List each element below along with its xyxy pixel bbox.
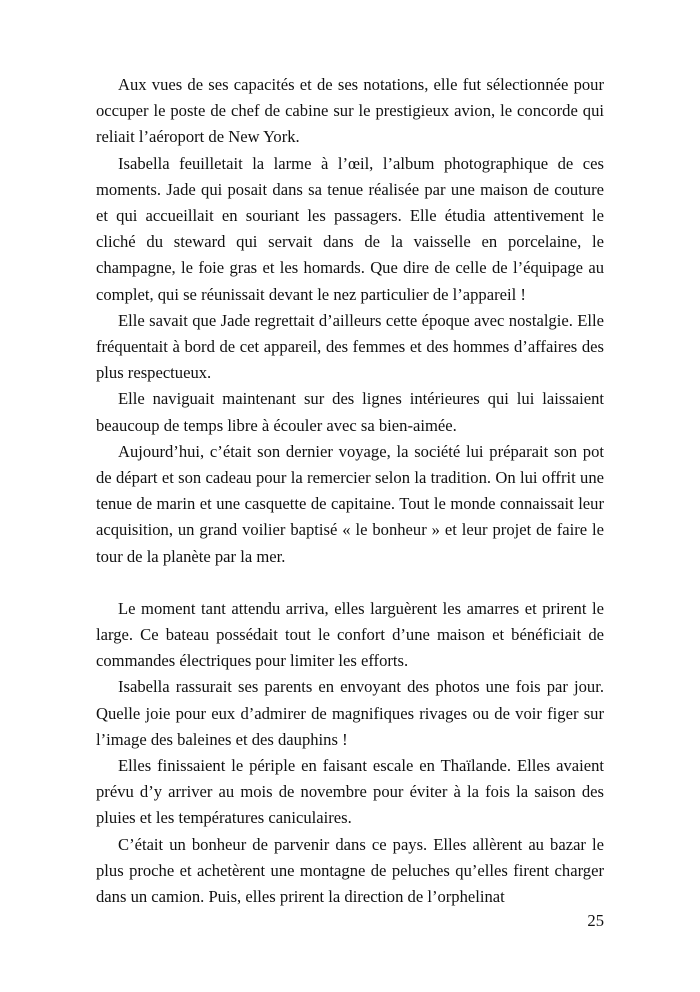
paragraph-5: Aujourd’hui, c’était son dernier voyage, la société lui préparait son pot de départ et son cadeau pour la remercier selon la tradition. On lui offrit une tenue de marin et une casquette de capitaine. Tout le monde connaissait leur acquisition, un grand voilier baptisé « le bonheur » et leur projet de faire le tour de la planète par la mer. xyxy=(96,441,604,566)
paragraph-6: Le moment tant attendu arriva, elles larguèrent les amarres et prirent le large. Ce bateau possédait tout le confort d’une maison et bénéficiait de commandes électriques pour limiter les efforts. xyxy=(96,598,604,671)
paragraph-2: Isabella feuilletait la larme à l’œil, l’album photographique de ces moments. Jade qui posait dans sa tenue réalisée par une maison de couture et qui accueillait en souriant les passagers. Elle étudia attentivement le cliché du steward qui servait dans de la vaisselle en porcelaine, le champagne, le foie gras et les homards. Que dire de celle de l’équipage au complet, qui se réunissait devant le nez particulier de l’appareil ! xyxy=(96,153,604,304)
paragraph-8: Elles finissaient le périple en faisant escale en Thaïlande. Elles avaient prévu d’y arriver au mois de novembre pour éviter à la fois la saison des pluies et les températures caniculaires. xyxy=(96,756,604,828)
paragraph-7: Isabella rassurait ses parents en envoyant des photos une fois par jour. Quelle joie pour eux d’admirer de magnifiques rivages ou de voir figer sur l’image des baleines et des dauphins ! xyxy=(96,677,604,749)
page-body xyxy=(96,72,604,910)
paragraph-3: Elle savait que Jade regrettait d’ailleurs cette époque avec nostalgie. Elle fréquentait à bord de cet appareil, des femmes et des hommes d’affaires des plus respectueux. xyxy=(96,310,604,383)
paragraph-1: Aux vues de ses capacités et de ses notations, elle fut sélectionnée pour occuper le poste de chef de cabine sur le prestigieux avion, le concorde qui reliait l’aéroport de New York. xyxy=(96,75,604,147)
paragraph-9: C’était un bonheur de parvenir dans ce pays. Elles allèrent au bazar le plus proche et achetèrent une montagne de peluches qu’elles firent charger dans un camion. Puis, elles prirent la direction de l’orphelinat xyxy=(96,834,604,907)
paragraph-4: Elle naviguait maintenant sur des lignes intérieures qui lui laissaient beaucoup de temps libre à écouler avec sa bien-aimée. xyxy=(96,389,604,435)
page-number: 25 xyxy=(587,911,604,930)
